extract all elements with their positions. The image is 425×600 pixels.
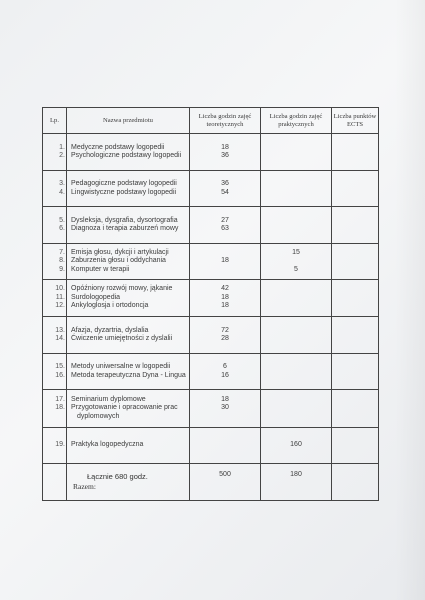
- subject-name: Emisja głosu, dykcji i artykulacji: [71, 248, 169, 256]
- subject-name: Opóźniony rozwój mowy, jąkanie: [71, 285, 173, 293]
- ects-cell: [332, 354, 379, 390]
- theory-hours: 16: [221, 371, 229, 379]
- practice-hours: [261, 257, 331, 266]
- lp: 8.: [59, 257, 65, 265]
- theory-cell: [190, 317, 261, 354]
- practice-cell: [261, 171, 332, 207]
- theory-cell: [190, 354, 261, 390]
- header-theory: Liczba godzin zajęć teoretycznych: [190, 108, 261, 134]
- theory-hours: 6: [223, 363, 227, 370]
- total-label-cell: [67, 464, 190, 501]
- lp: 3.: [59, 180, 65, 187]
- practice-cell: [261, 280, 332, 317]
- lp: 17.: [55, 395, 65, 403]
- ects-cell: [332, 428, 379, 464]
- subject-name-continued: dyplomowych: [77, 412, 120, 420]
- header-practice: Liczba godzin zajęć praktycznych: [261, 108, 332, 134]
- lp: 5.: [59, 216, 65, 224]
- lp: 2.: [59, 152, 65, 159]
- subject-name: Surdologopedia: [71, 293, 121, 301]
- theory-hours: [190, 249, 260, 258]
- total-practice: 180: [290, 471, 302, 478]
- lp-cell: [43, 134, 67, 171]
- practice-cell: [261, 244, 332, 280]
- total-theory-cell: [190, 464, 261, 501]
- header-name: Nazwa przedmiotu: [67, 108, 190, 134]
- practice-hours: 5: [294, 265, 298, 273]
- subject-name: Ćwiczenie umiejętności z dyslalii: [71, 335, 173, 342]
- name-cell: [67, 171, 190, 207]
- theory-hours: 36: [221, 180, 229, 187]
- table-row: [43, 244, 379, 280]
- lp: 7.: [59, 248, 65, 256]
- lp-cell: [43, 354, 67, 390]
- theory-hours: 72: [221, 326, 229, 334]
- subject-name: Diagnoza i terapia zaburzeń mowy: [71, 225, 179, 232]
- table-row: [43, 428, 379, 464]
- lp-cell: [43, 390, 67, 428]
- table-row: [43, 317, 379, 354]
- total-label: Łącznie 680 godz.: [87, 471, 148, 481]
- practice-cell: [261, 354, 332, 390]
- subject-name: Ankyloglosja i ortodoncja: [71, 302, 149, 310]
- header-lp: Lp.: [43, 108, 67, 134]
- practice-hours: 15: [292, 248, 300, 256]
- name-cell: [67, 207, 190, 244]
- practice-hours: 160: [290, 441, 302, 449]
- name-cell: [67, 244, 190, 280]
- subject-name: Dysleksja, dysgrafia, dysortografia: [71, 216, 178, 224]
- lp: 1.: [59, 143, 65, 151]
- table-row: [43, 354, 379, 390]
- total-ects-cell: [332, 464, 379, 501]
- practice-cell: [261, 134, 332, 171]
- table-row: [43, 171, 379, 207]
- name-cell: [67, 390, 190, 428]
- theory-cell: [190, 244, 261, 280]
- header-row: [43, 108, 379, 134]
- theory-hours: 30: [221, 404, 229, 412]
- lp: 19.: [55, 441, 65, 449]
- subject-name: Metoda terapeutyczna Dyna - Lingua: [71, 371, 186, 379]
- lp-cell: [43, 280, 67, 317]
- theory-hours: 18: [221, 293, 229, 301]
- table-row: [43, 390, 379, 428]
- subject-name: Komputer w terapii: [71, 265, 130, 273]
- theory-hours: 42: [221, 285, 229, 293]
- lp: 4.: [59, 188, 65, 196]
- ects-cell: [332, 317, 379, 354]
- lp-cell: [43, 171, 67, 207]
- theory-hours: 18: [221, 395, 229, 403]
- theory-cell: [190, 207, 261, 244]
- table-row: [43, 207, 379, 244]
- lp: 13.: [55, 326, 65, 334]
- page-shadow: [395, 0, 425, 600]
- theory-hours: 63: [221, 225, 229, 232]
- lp: 18.: [55, 404, 65, 412]
- subject-name: Afazja, dyzartria, dyslalia: [71, 326, 149, 334]
- theory-cell: [190, 171, 261, 207]
- theory-cell: [190, 428, 261, 464]
- name-cell: [67, 134, 190, 171]
- lp: 12.: [55, 302, 65, 310]
- subject-name: Przygotowanie i opracowanie prac: [71, 404, 178, 412]
- razem-label: Razem:: [73, 482, 96, 491]
- table-row: [43, 280, 379, 317]
- lp-cell: [43, 317, 67, 354]
- header-ects: Liczba punktów ECTS: [332, 108, 379, 134]
- ects-cell: [332, 280, 379, 317]
- total-theory: 500: [219, 471, 231, 478]
- theory-hours: 36: [221, 152, 229, 159]
- practice-cell: [261, 207, 332, 244]
- theory-cell: [190, 390, 261, 428]
- lp: 14.: [55, 335, 65, 342]
- ects-cell: [332, 390, 379, 428]
- name-cell: [67, 354, 190, 390]
- lp: 15.: [55, 363, 65, 370]
- practice-cell: [261, 317, 332, 354]
- lp: 16.: [55, 371, 65, 379]
- subject-name: Psychologiczne podstawy logopedii: [71, 152, 182, 159]
- theory-hours: 18: [221, 143, 229, 151]
- total-lp-cell: [43, 464, 67, 501]
- theory-hours: 28: [221, 335, 229, 342]
- theory-hours: 18: [221, 257, 229, 265]
- name-cell: [67, 280, 190, 317]
- lp: 9.: [59, 265, 65, 273]
- subject-name: Metody uniwersalne w logopedii: [71, 363, 171, 370]
- subject-name: Zaburzenia głosu i oddychania: [71, 257, 166, 265]
- ects-cell: [332, 244, 379, 280]
- ects-cell: [332, 207, 379, 244]
- table-row: [43, 134, 379, 171]
- theory-hours: 18: [221, 302, 229, 310]
- name-cell: [67, 317, 190, 354]
- theory-hours: 27: [221, 216, 229, 224]
- total-row: [43, 464, 379, 501]
- subject-name: Seminarium dyplomowe: [71, 395, 146, 403]
- subject-name: Lingwistyczne podstawy logopedii: [71, 188, 177, 196]
- practice-cell: [261, 428, 332, 464]
- ects-cell: [332, 134, 379, 171]
- lp: 11.: [55, 293, 65, 301]
- name-cell: [67, 428, 190, 464]
- lp-cell: [43, 244, 67, 280]
- lp-cell: [43, 428, 67, 464]
- theory-cell: [190, 280, 261, 317]
- subject-name: Pedagogiczne podstawy logopedii: [71, 180, 177, 187]
- subject-name: Praktyka logopedyczna: [71, 441, 144, 449]
- lp: 6.: [59, 225, 65, 232]
- theory-hours: 54: [221, 188, 229, 196]
- theory-hours: [190, 266, 260, 275]
- theory-cell: [190, 134, 261, 171]
- ects-cell: [332, 171, 379, 207]
- practice-cell: [261, 390, 332, 428]
- lp-cell: [43, 207, 67, 244]
- lp: 10.: [55, 285, 65, 293]
- total-practice-cell: [261, 464, 332, 501]
- subject-name: Medyczne podstawy logopedii: [71, 143, 165, 151]
- course-table: [42, 107, 379, 501]
